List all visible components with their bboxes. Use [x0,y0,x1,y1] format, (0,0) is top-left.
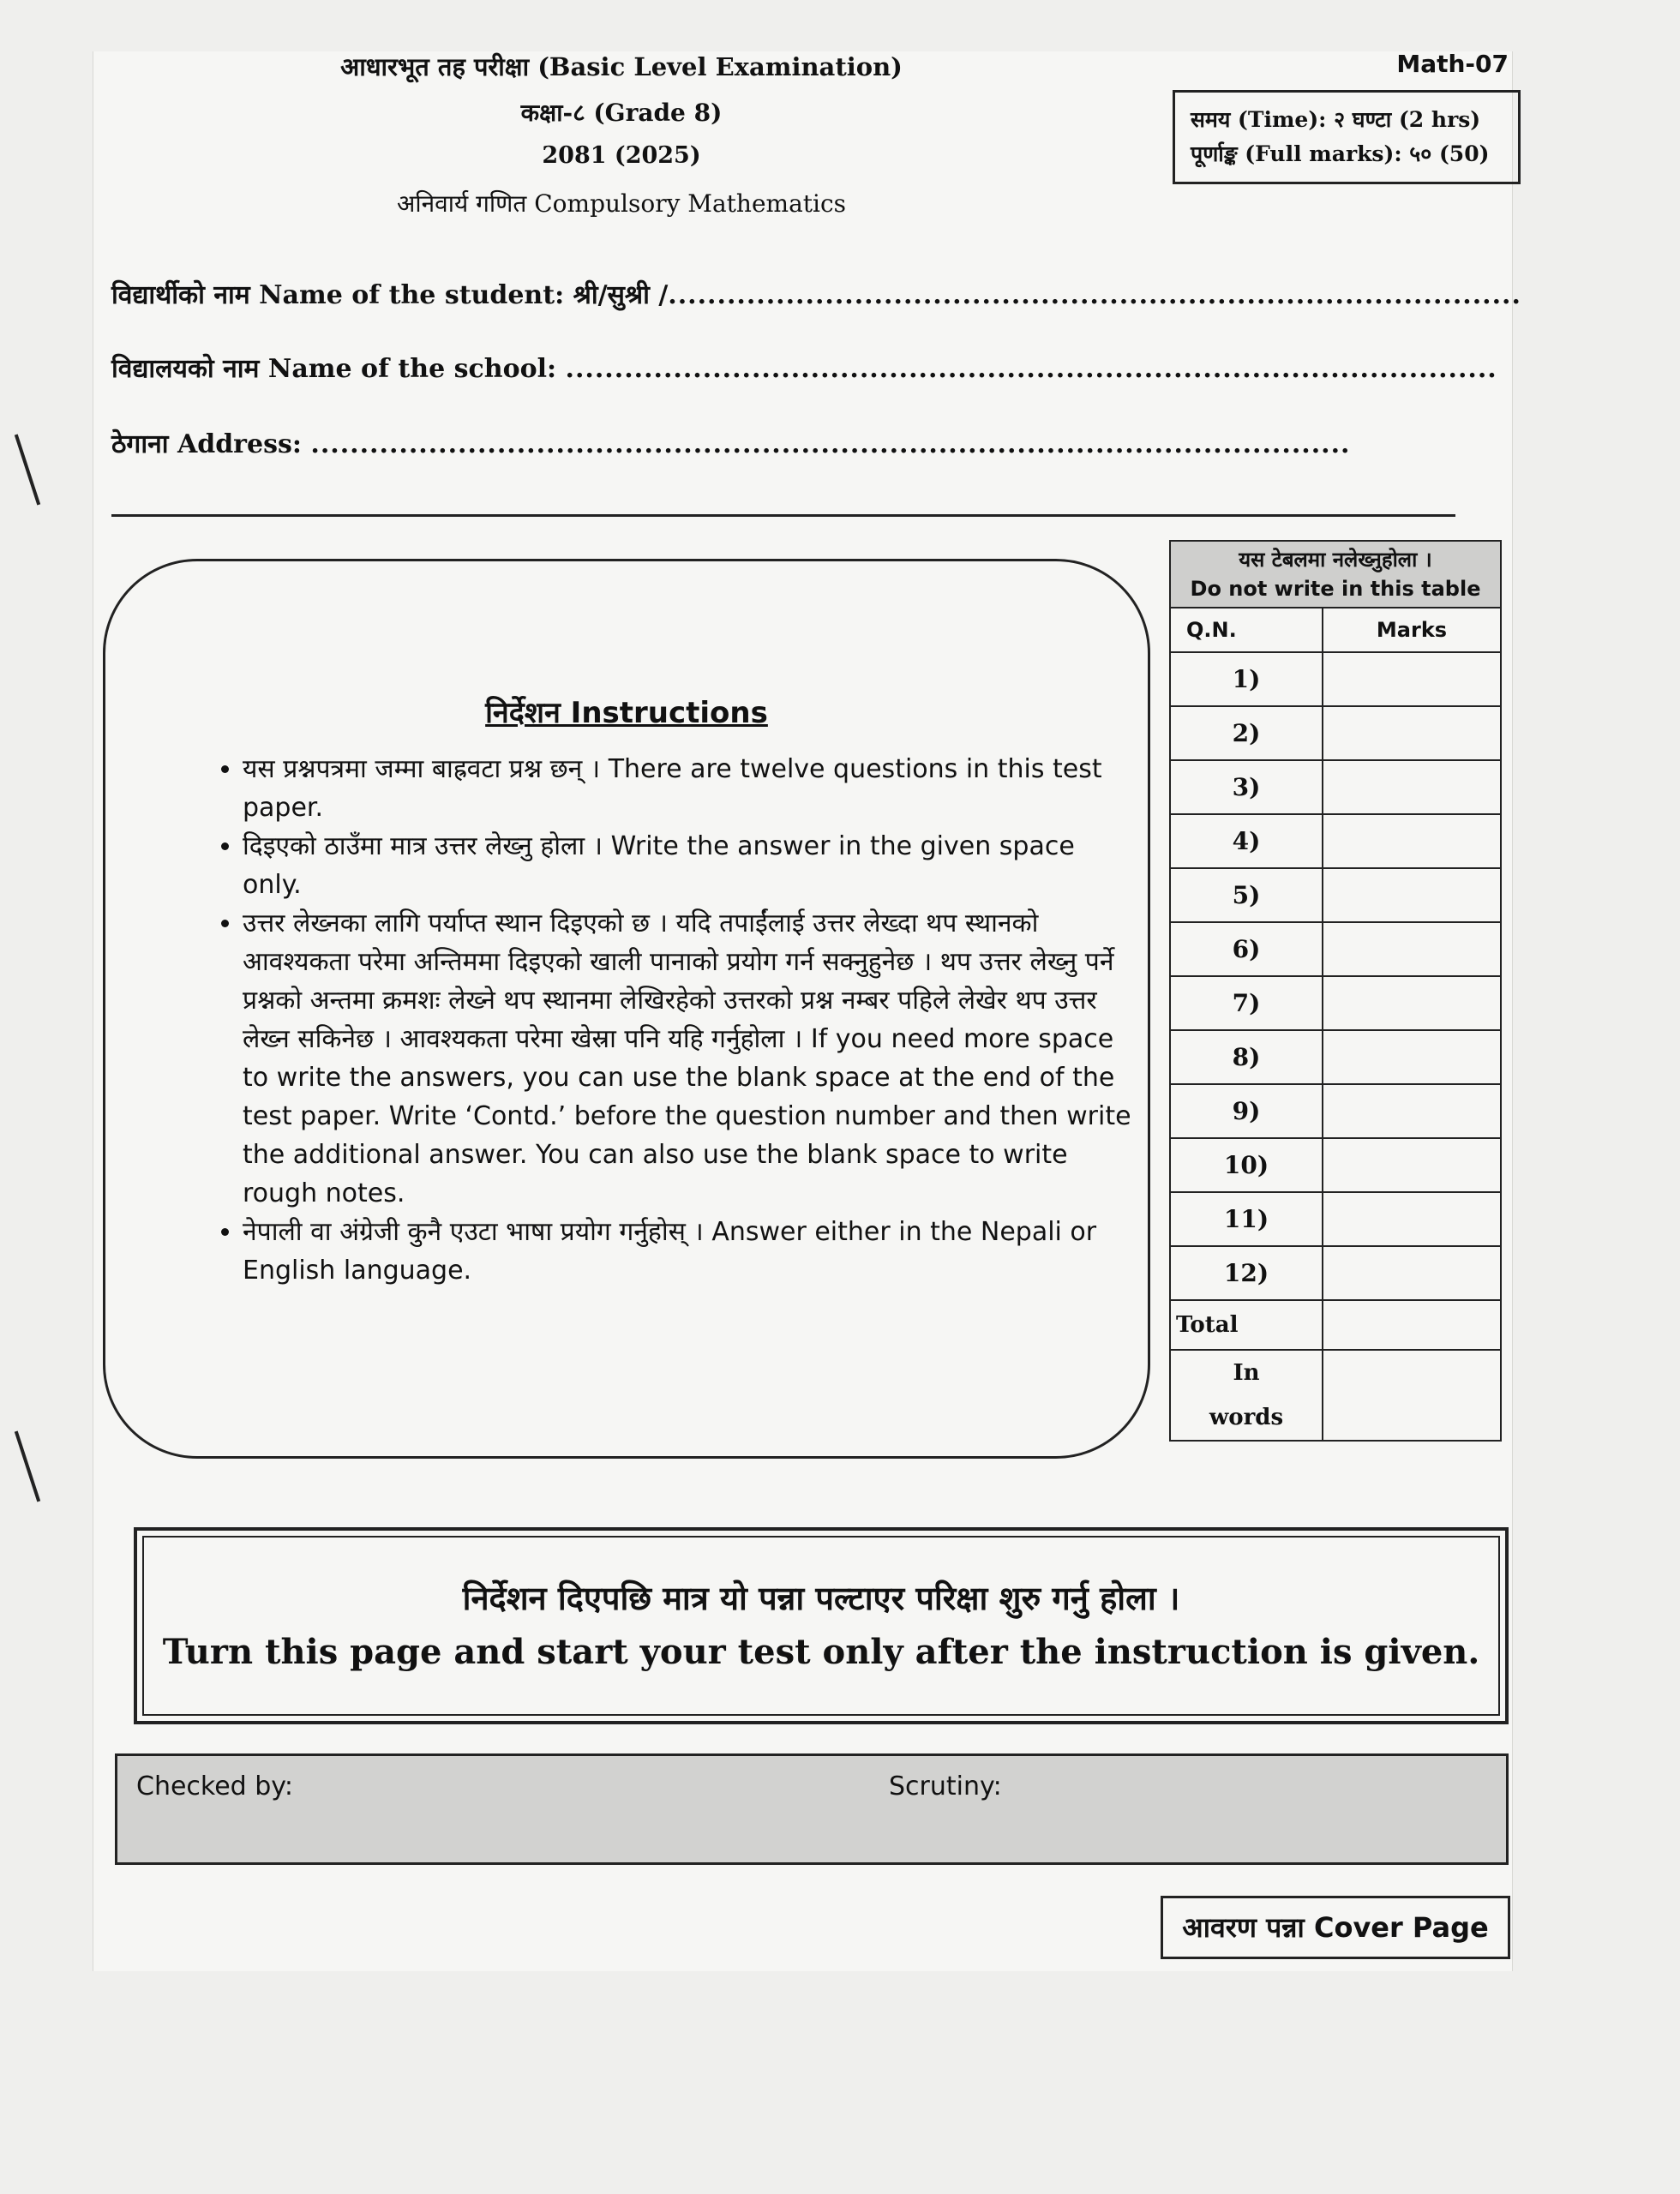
instruction-item: • दिइएको ठाउँमा मात्र उत्तर लेख्नु होला । Write the answer in the given space only. [243,827,1134,904]
qn-cell: 9) [1170,1084,1323,1138]
marks-table-head-np: यस टेबलमा नलेख्नुहोला । [1239,548,1432,572]
school-name-field[interactable] [111,350,1497,385]
subject-label: अनिवार्य गणित Compulsory Mathematics [396,189,847,218]
marks-cell [1323,868,1501,922]
instruction-item: • उत्तर लेख्नका लागि पर्याप्त स्थान दिइएको छ । यदि तपाईंलाई उत्तर लेख्दा थप स्थानको आवश्यकता परेमा अन्तिममा दिइएको खाली पानाको प्रयोग गर्न सक्नुहुनेछ । थप उत्तर लेख्नु पर्ने प्रश्नको अन्तमा क्रमशः लेख्ने थप स्थानमा लेखिरहेको उत्तरको प्रश्न नम्बर पहिले लेखेर थप उत्तर लेख्न सकिनेछ । आवश्यकता परेमा खेस्रा पनि यहि गर्नुहोला । If you need more space to write the answers, you can use the blank space at the end of the test paper. Write ‘Contd.’ before the question number and then write the additional answer. You can also use the blank space to write rough notes. [243,904,1134,1213]
table-row [1170,1138,1501,1192]
instruction-item: • नेपाली वा अंग्रेजी कुनै एउटा भाषा प्रयोग गर्नुहोस् । Answer either in the Nepali or English language. [243,1213,1134,1290]
full-marks-label: पूर्णाङ्क (Full marks): ५० (50) [1191,141,1490,166]
address-dots: .......................................................................................................... [310,429,1351,459]
address-label: ठेगाना Address: [111,429,302,459]
instructions-box [103,559,1150,1459]
marks-cell [1323,706,1501,760]
table-row [1170,868,1501,922]
marks-table-head-en: Do not write in this table [1190,577,1481,601]
school-name-dots: ............................................................................................... [565,354,1497,384]
qn-cell: 8) [1170,1030,1323,1084]
qn-cell: 7) [1170,976,1323,1030]
total-cell: Total [1170,1300,1323,1350]
marks-cell [1323,1246,1501,1300]
notice-en: Turn this page and start your test only after the instruction is given. [162,1632,1480,1672]
pen-mark [15,1430,40,1502]
checked-by-label: Checked by: [136,1771,293,1801]
in-words-label-2: words [1209,1405,1284,1430]
qn-cell: 11) [1170,1192,1323,1246]
marks-cell [1323,976,1501,1030]
grade-label: कक्षा-८ (Grade 8) [520,99,723,127]
turn-page-notice [134,1527,1509,1724]
address-field[interactable] [111,425,1351,460]
instructions-list [191,750,1134,1290]
marks-cell [1323,1192,1501,1246]
table-row [1170,652,1501,706]
checked-by-box [115,1753,1509,1865]
marks-cell [1323,652,1501,706]
student-name-field[interactable] [111,276,1521,311]
marks-cell [1323,1138,1501,1192]
marks-cell [1323,814,1501,868]
table-row [1170,760,1501,814]
qn-cell: 3) [1170,760,1323,814]
table-row [1170,1300,1501,1350]
table-row [1170,922,1501,976]
marks-table [1169,540,1502,1442]
in-words-label-1: In [1233,1360,1260,1386]
total-marks-cell [1323,1300,1501,1350]
scrutiny-label: Scrutiny: [889,1771,1002,1801]
table-row [1170,814,1501,868]
marks-cell [1323,760,1501,814]
time-label: समय (Time): २ घण्टा (2 hrs) [1191,107,1481,132]
table-row [1170,1246,1501,1300]
student-name-label: विद्यार्थीको नाम Name of the student: श्री/सुश्री / [111,280,669,310]
table-row [1170,976,1501,1030]
marks-cell [1323,1084,1501,1138]
exam-title: आधारभूत तह परीक्षा (Basic Level Examination) [340,52,903,81]
instruction-item: • यस प्रश्नपत्रमा जम्मा बाह्रवटा प्रश्न छन् । There are twelve questions in this test paper. [243,750,1134,827]
qn-cell: 1) [1170,652,1323,706]
qn-cell: 5) [1170,868,1323,922]
student-name-dots: ....................................................................................... [668,280,1521,310]
col-marks-header: Marks [1323,608,1501,652]
qn-cell: 10) [1170,1138,1323,1192]
qn-cell: 12) [1170,1246,1323,1300]
time-marks-box [1173,90,1521,184]
table-row [1170,1084,1501,1138]
cover-page-label: आवरण पन्ना Cover Page [1161,1896,1510,1959]
notice-np: निर्देशन दिएपछि मात्र यो पन्ना पल्टाएर परिक्षा शुरु गर्नु होला । [462,1579,1180,1617]
table-row [1170,1030,1501,1084]
table-row [1170,706,1501,760]
table-row [1170,1192,1501,1246]
marks-cell [1323,922,1501,976]
in-words-marks-cell [1323,1350,1501,1441]
marks-cell [1323,1030,1501,1084]
qn-cell: 4) [1170,814,1323,868]
school-name-label: विद्यालयको नाम Name of the school: [111,354,557,384]
table-row [1170,1350,1501,1441]
col-qn-header: Q.N. [1170,608,1323,652]
divider-line [111,514,1455,517]
exam-year: 2081 (2025) [542,142,701,169]
in-words-cell [1170,1350,1323,1441]
paper-code: Math-07 [1396,50,1509,78]
instructions-title: निर्देशन Instructions [485,696,768,730]
qn-cell: 2) [1170,706,1323,760]
qn-cell: 6) [1170,922,1323,976]
pen-mark [15,434,40,505]
marks-table-header [1170,541,1501,608]
